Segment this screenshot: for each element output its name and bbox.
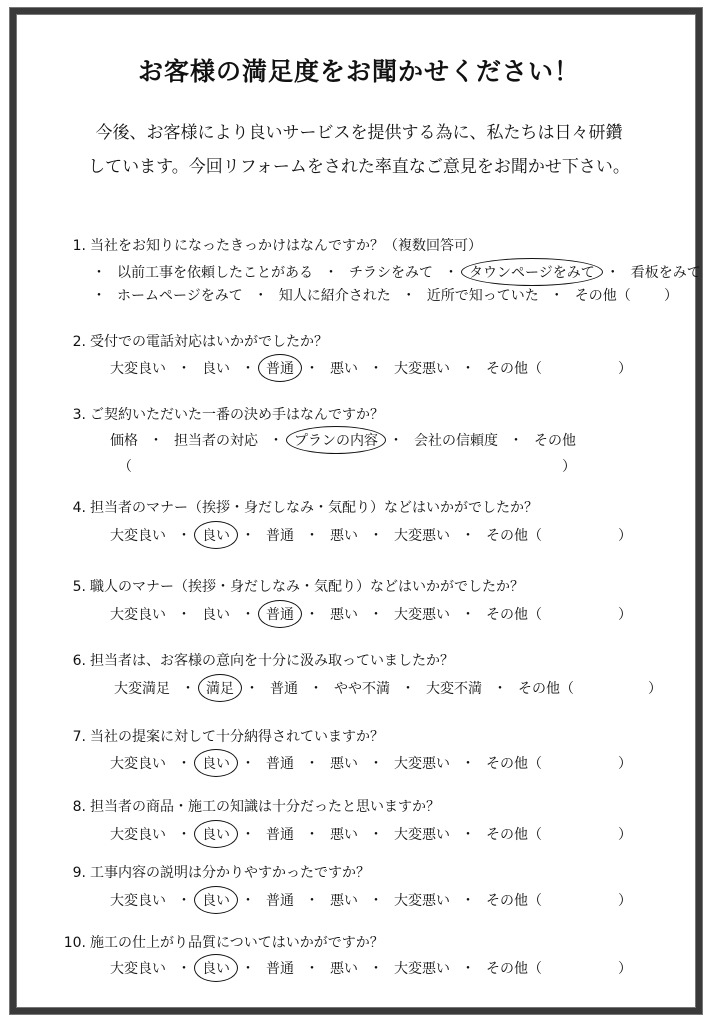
answer-option[interactable]: 大変良い bbox=[110, 607, 166, 623]
answer-option[interactable]: 大変悪い bbox=[394, 756, 450, 772]
answer-option[interactable]: 大変悪い bbox=[394, 361, 450, 377]
question-number: 6. bbox=[72, 653, 86, 669]
question-10 bbox=[52, 932, 384, 952]
answer-option[interactable]: 悪い bbox=[330, 893, 358, 909]
answer-option[interactable]: 大変悪い bbox=[394, 827, 450, 843]
option-separator: ・ bbox=[305, 361, 319, 377]
answer-options bbox=[92, 262, 703, 282]
other-close-paren: ） bbox=[618, 893, 632, 909]
answer-option[interactable]: 大変良い bbox=[110, 827, 166, 843]
option-separator: ・ bbox=[92, 288, 106, 304]
answer-option[interactable]: 大変良い bbox=[110, 961, 166, 977]
option-separator: ・ bbox=[369, 361, 383, 377]
option-separator: ・ bbox=[389, 433, 403, 449]
answer-option[interactable]: 大変不満 bbox=[426, 681, 482, 697]
answer-option[interactable]: その他（ bbox=[486, 607, 542, 623]
option-separator: ・ bbox=[369, 607, 383, 623]
option-separator: ・ bbox=[245, 681, 259, 697]
option-separator: ・ bbox=[92, 265, 106, 281]
answer-option[interactable]: その他（ bbox=[518, 681, 574, 697]
intro-line-1: 今後、お客様により良いサービスを提供する為に、私たちは日々研鑽 bbox=[95, 123, 623, 143]
question-text: 受付での電話対応はいかがでしたか？ bbox=[90, 334, 328, 350]
answer-option[interactable]: 大変満足 bbox=[114, 681, 170, 697]
selected-answer-option[interactable]: プランの内容 bbox=[292, 430, 380, 450]
survey-title: お客様の満足度をお聞かせください！ bbox=[137, 57, 580, 86]
answer-option[interactable]: 大変良い bbox=[110, 528, 166, 544]
question-text: 職人のマナー（挨拶・身だしなみ・気配り）などはいかがでしたか？ bbox=[90, 579, 524, 595]
selected-answer-option[interactable]: 良い bbox=[200, 753, 232, 773]
question-number: 3. bbox=[72, 407, 86, 423]
option-separator: ・ bbox=[177, 607, 191, 623]
option-separator: ・ bbox=[269, 433, 283, 449]
option-separator: ・ bbox=[509, 433, 523, 449]
answer-option[interactable]: （ bbox=[118, 459, 132, 475]
intro-line-2: しています。今回リフォームをされた率直なご意見をお聞かせ下さい。 bbox=[88, 157, 630, 177]
answer-option[interactable]: 普通 bbox=[270, 681, 298, 697]
option-separator: ・ bbox=[369, 756, 383, 772]
question-8 bbox=[52, 796, 440, 816]
option-separator: ・ bbox=[461, 961, 475, 977]
option-separator: ・ bbox=[369, 961, 383, 977]
option-separator: ・ bbox=[241, 893, 255, 909]
answer-option[interactable]: 悪い bbox=[330, 961, 358, 977]
answer-option[interactable]: 価格 bbox=[110, 433, 138, 449]
selected-answer-option[interactable]: 良い bbox=[200, 824, 232, 844]
option-separator: ・ bbox=[177, 756, 191, 772]
answer-option[interactable]: 悪い bbox=[330, 361, 358, 377]
answer-option[interactable]: 普通 bbox=[266, 827, 294, 843]
answer-option[interactable]: 普通 bbox=[266, 893, 294, 909]
answer-options bbox=[92, 285, 633, 305]
option-separator: ・ bbox=[177, 961, 191, 977]
question-number: 5. bbox=[72, 579, 86, 595]
option-separator: ・ bbox=[549, 288, 564, 304]
answer-options bbox=[108, 358, 544, 378]
option-separator: ・ bbox=[177, 893, 191, 909]
question-9 bbox=[52, 862, 370, 882]
answer-option[interactable]: 悪い bbox=[330, 528, 358, 544]
answer-option[interactable]: その他（ bbox=[486, 528, 542, 544]
option-separator: ・ bbox=[253, 288, 268, 304]
answer-option[interactable]: やや不満 bbox=[334, 681, 390, 697]
question-number: 4. bbox=[72, 500, 86, 516]
answer-option[interactable]: 良い bbox=[202, 607, 230, 623]
answer-options bbox=[108, 430, 578, 450]
option-separator: ・ bbox=[177, 361, 191, 377]
question-text: ご契約いただいた一番の決め手はなんですか？ bbox=[90, 407, 384, 423]
answer-option[interactable]: 大変悪い bbox=[394, 528, 450, 544]
other-close-paren: ） bbox=[618, 361, 632, 377]
option-separator: ・ bbox=[369, 893, 383, 909]
answer-option[interactable]: その他 bbox=[534, 433, 576, 449]
answer-option[interactable]: 以前工事を依頼したことがある bbox=[117, 265, 313, 281]
question-number: 7. bbox=[72, 729, 86, 745]
option-separator: ・ bbox=[241, 528, 255, 544]
option-separator: ・ bbox=[177, 528, 191, 544]
answer-options bbox=[108, 890, 544, 910]
question-text: 担当者の商品・施工の知識は十分だったと思いますか？ bbox=[90, 799, 440, 815]
other-close-paren: ） bbox=[664, 288, 678, 304]
answer-options bbox=[108, 525, 544, 545]
selected-answer-option[interactable]: 普通 bbox=[264, 358, 296, 378]
selected-answer-option[interactable]: 普通 bbox=[264, 604, 296, 624]
answer-options bbox=[108, 753, 544, 773]
answer-option[interactable]: 知人に紹介された bbox=[278, 288, 391, 304]
answer-option[interactable]: その他（ bbox=[486, 361, 542, 377]
option-separator: ・ bbox=[149, 433, 163, 449]
other-close-paren: ） bbox=[648, 681, 662, 697]
other-close-paren: ） bbox=[618, 827, 632, 843]
answer-option[interactable]: 悪い bbox=[330, 756, 358, 772]
option-separator: ・ bbox=[305, 961, 319, 977]
option-separator: ・ bbox=[444, 265, 458, 281]
question-5 bbox=[52, 576, 524, 596]
option-separator: ・ bbox=[324, 265, 338, 281]
option-separator: ・ bbox=[305, 756, 319, 772]
answer-option[interactable]: 悪い bbox=[330, 607, 358, 623]
selected-answer-option[interactable]: 良い bbox=[200, 890, 232, 910]
answer-option[interactable]: 良い bbox=[202, 361, 230, 377]
answer-option[interactable]: その他（ bbox=[574, 288, 631, 304]
question-7 bbox=[52, 726, 384, 746]
answer-options bbox=[112, 678, 576, 698]
answer-option[interactable]: その他（ bbox=[486, 961, 542, 977]
question-number: 2. bbox=[72, 334, 86, 350]
answer-options bbox=[108, 824, 544, 844]
question-text: 当社をお知りになったきっかけはなんですか？（複数回答可） bbox=[90, 238, 482, 254]
other-close-paren: ） bbox=[562, 459, 576, 475]
option-separator: ・ bbox=[401, 288, 416, 304]
question-text: 当社の提案に対して十分納得されていますか？ bbox=[90, 729, 384, 745]
option-separator: ・ bbox=[461, 528, 475, 544]
question-4 bbox=[52, 497, 538, 517]
option-separator: ・ bbox=[309, 681, 323, 697]
option-separator: ・ bbox=[461, 607, 475, 623]
answer-option[interactable]: 看板をみて bbox=[630, 265, 701, 281]
option-separator: ・ bbox=[493, 681, 507, 697]
other-close-paren: ） bbox=[618, 607, 632, 623]
option-separator: ・ bbox=[305, 607, 319, 623]
option-separator: ・ bbox=[305, 893, 319, 909]
answer-option[interactable]: その他（ bbox=[486, 893, 542, 909]
answer-options bbox=[116, 456, 134, 476]
answer-option[interactable]: チラシをみて bbox=[349, 265, 433, 281]
option-separator: ・ bbox=[305, 827, 319, 843]
answer-option[interactable]: 悪い bbox=[330, 827, 358, 843]
option-separator: ・ bbox=[369, 528, 383, 544]
answer-options bbox=[108, 604, 544, 624]
answer-option[interactable]: その他（ bbox=[486, 756, 542, 772]
answer-option[interactable]: 大変良い bbox=[110, 756, 166, 772]
other-close-paren: ） bbox=[618, 756, 632, 772]
selected-answer-option[interactable]: 良い bbox=[200, 958, 232, 978]
selected-answer-option[interactable]: 満足 bbox=[204, 678, 236, 698]
question-3 bbox=[52, 404, 384, 424]
option-separator: ・ bbox=[181, 681, 195, 697]
option-separator: ・ bbox=[241, 827, 255, 843]
option-separator: ・ bbox=[369, 827, 383, 843]
option-separator: ・ bbox=[461, 893, 475, 909]
option-separator: ・ bbox=[241, 607, 255, 623]
answer-option[interactable]: 大変良い bbox=[110, 893, 166, 909]
answer-option[interactable]: 大変悪い bbox=[394, 961, 450, 977]
question-number: 8. bbox=[72, 799, 86, 815]
question-number: 1. bbox=[72, 238, 86, 254]
answer-option[interactable]: 普通 bbox=[266, 756, 294, 772]
answer-option[interactable]: 普通 bbox=[266, 961, 294, 977]
answer-option[interactable]: 大変悪い bbox=[394, 893, 450, 909]
option-separator: ・ bbox=[605, 265, 620, 281]
answer-option[interactable]: その他（ bbox=[486, 827, 542, 843]
question-text: 工事内容の説明は分かりやすかったですか？ bbox=[90, 865, 370, 881]
other-close-paren: ） bbox=[618, 961, 632, 977]
answer-option[interactable]: 普通 bbox=[266, 528, 294, 544]
answer-option[interactable]: 近所で知っていた bbox=[426, 288, 539, 304]
answer-option[interactable]: ホームページをみて bbox=[117, 288, 243, 304]
answer-options bbox=[108, 958, 544, 978]
question-number: 10. bbox=[63, 935, 86, 951]
question-text: 担当者は、お客様の意向を十分に汲み取っていましたか？ bbox=[90, 653, 454, 669]
option-separator: ・ bbox=[461, 361, 475, 377]
option-separator: ・ bbox=[241, 756, 255, 772]
answer-option[interactable]: 大変悪い bbox=[394, 607, 450, 623]
option-separator: ・ bbox=[241, 961, 255, 977]
question-text: 施工の仕上がり品質についてはいかがですか？ bbox=[90, 935, 384, 951]
option-separator: ・ bbox=[241, 361, 255, 377]
option-separator: ・ bbox=[461, 756, 475, 772]
question-text: 担当者のマナー（挨拶・身だしなみ・気配り）などはいかがでしたか？ bbox=[90, 500, 538, 516]
other-close-paren: ） bbox=[618, 528, 632, 544]
question-number: 9. bbox=[72, 865, 86, 881]
option-separator: ・ bbox=[177, 827, 191, 843]
option-separator: ・ bbox=[305, 528, 319, 544]
answer-option[interactable]: 大変良い bbox=[110, 361, 166, 377]
question-2 bbox=[52, 331, 328, 351]
question-6 bbox=[52, 650, 454, 670]
question-1 bbox=[52, 235, 482, 255]
answer-option[interactable]: 会社の信頼度 bbox=[414, 433, 498, 449]
selected-answer-option[interactable]: 良い bbox=[200, 525, 232, 545]
option-separator: ・ bbox=[461, 827, 475, 843]
answer-option[interactable]: 担当者の対応 bbox=[174, 433, 258, 449]
option-separator: ・ bbox=[401, 681, 415, 697]
selected-answer-option[interactable]: タウンページをみて bbox=[467, 262, 597, 282]
